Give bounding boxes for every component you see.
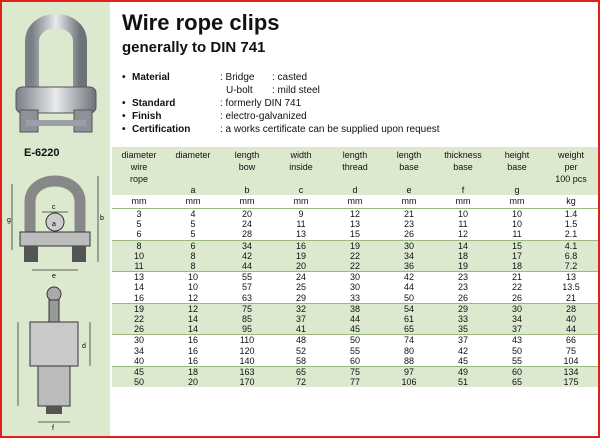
column-header-line: inside [289, 162, 313, 172]
table-cell: 19 [112, 303, 166, 314]
spec-row-certification [122, 123, 440, 136]
table-cell: 60 [349, 355, 360, 366]
column-symbol: g [490, 185, 544, 195]
table-row [112, 282, 598, 292]
table-cell: 65 [382, 324, 436, 335]
bullet-icon: • [122, 111, 126, 122]
table-cell: 11 [458, 219, 468, 230]
side-view-drawing [2, 282, 110, 432]
table-cell: 14 [133, 282, 144, 293]
table-cell: 21 [490, 272, 544, 283]
table-row [112, 293, 598, 304]
column-symbol: a [166, 185, 220, 195]
table-cell: 48 [274, 335, 328, 346]
table-cell: 88 [403, 355, 414, 366]
table-cell: 13 [544, 272, 598, 283]
column-header-line: length [342, 150, 368, 160]
column-header [382, 147, 436, 185]
table-cell: 2.1 [564, 229, 578, 240]
table-row [112, 209, 598, 220]
column-header-line: weight [557, 150, 584, 160]
table-cell: 26 [403, 229, 414, 240]
column-header-line: wire [130, 162, 148, 172]
table-row [112, 377, 598, 387]
table-cell: 18 [490, 261, 544, 272]
bullet-icon: • [122, 98, 126, 109]
table-body [112, 209, 598, 388]
column-symbol: b [220, 185, 274, 195]
table-cell: 14 [166, 314, 220, 324]
table-cell: 14 [436, 240, 490, 251]
column-header-line [490, 173, 544, 185]
column-unit: mm [293, 196, 309, 206]
page-title: Wire rope clips [122, 10, 280, 35]
table-cell: 95 [220, 324, 274, 335]
spec-row-ubolt [122, 84, 440, 97]
table-cell: 3 [112, 209, 166, 220]
bullet-icon: • [122, 72, 126, 83]
column-header-line: per [564, 162, 578, 172]
bullet-icon: • [122, 124, 126, 135]
dim-label-a: a [52, 221, 56, 228]
column-header-line: length [396, 150, 422, 160]
dim-label-c: c [52, 204, 56, 211]
table-cell: 16 [166, 335, 220, 346]
table-row [112, 272, 598, 283]
table-cell: 175 [544, 377, 598, 387]
table-cell: 77 [328, 377, 382, 387]
table-cell: 74 [382, 335, 436, 346]
table-cell: 34 [220, 240, 274, 251]
column-header-line: height [504, 150, 530, 160]
table-cell: 16 [187, 355, 198, 366]
table-cell: 80 [403, 345, 414, 356]
spec-value: : Bridge [220, 72, 255, 83]
table-cell: 55 [511, 355, 522, 366]
column-unit: kg [566, 196, 576, 206]
table-cell: 35 [436, 324, 490, 335]
table-cell: 163 [220, 367, 274, 378]
table-cell: 20 [274, 261, 328, 272]
table-cell: 11 [512, 229, 522, 240]
product-photo [2, 2, 110, 142]
table-row [112, 335, 598, 346]
table-cell: 22 [511, 282, 522, 293]
table-cell: 50 [112, 377, 166, 387]
column-unit: mm [455, 196, 471, 206]
table-cell: 66 [544, 335, 598, 346]
table-cell: 72 [274, 377, 328, 387]
table-row [112, 219, 598, 229]
column-symbol [544, 185, 598, 195]
column-symbol: e [382, 185, 436, 195]
table-row [112, 367, 598, 378]
dimension-table [112, 147, 598, 387]
table-cell: 19 [436, 261, 490, 272]
table-cell: 7.2 [544, 261, 598, 272]
table-cell: 5 [190, 229, 196, 240]
table-cell: 10 [187, 282, 198, 293]
table-cell: 4 [166, 209, 220, 220]
table-cell: 38 [328, 303, 382, 314]
table-cell: 21 [382, 209, 436, 220]
column-symbol [112, 185, 166, 195]
spec-value: : electro-galvanized [220, 111, 307, 122]
table-cell: 50 [511, 345, 522, 356]
table-cell: 20 [166, 377, 220, 387]
column-header-line [166, 161, 220, 173]
spec-value: U-bolt [226, 85, 253, 96]
column-symbol: c [274, 185, 328, 195]
table-cell: 30 [382, 240, 436, 251]
table-cell: 25 [295, 282, 306, 293]
table-cell: 12 [187, 292, 198, 303]
table-cell: 16 [274, 240, 328, 251]
table-cell: 10 [490, 209, 544, 220]
table-cell: 19 [274, 251, 328, 261]
column-header-line: width [290, 150, 312, 160]
table-cell: 16 [187, 345, 198, 356]
table-cell: 37 [274, 314, 328, 324]
spec-label: Certification [132, 124, 191, 135]
column-header-line: 100 pcs [555, 174, 587, 184]
spec-subvalue: : mild steel [272, 85, 320, 96]
table-cell: 170 [220, 377, 274, 387]
table-cell: 5 [136, 219, 142, 230]
table-cell: 65 [274, 367, 328, 378]
table-cell: 8 [112, 240, 166, 251]
table-cell: 10 [511, 219, 522, 230]
column-symbol: d [328, 185, 382, 195]
table-cell: 13 [349, 219, 360, 230]
column-unit: mm [185, 196, 201, 206]
table-cell: 16 [133, 292, 144, 303]
table-cell: 41 [274, 324, 328, 335]
table-cell: 23 [457, 282, 468, 293]
table-cell: 43 [490, 335, 544, 346]
table-cell: 44 [544, 324, 598, 335]
column-header-line: diameter [175, 150, 211, 160]
table-cell: 29 [295, 292, 306, 303]
table-cell: 140 [239, 355, 255, 366]
product-code: E-6220 [24, 147, 60, 159]
table-cell: 10 [436, 209, 490, 220]
table-cell: 75 [328, 367, 382, 378]
table-cell: 45 [328, 324, 382, 335]
column-header-line: rope [129, 174, 148, 184]
table-row [112, 303, 598, 314]
table-cell: 104 [563, 355, 579, 366]
table-cell: 21 [565, 292, 576, 303]
table-cell: 12 [457, 229, 468, 240]
table-cell: 42 [457, 345, 468, 356]
front-view-drawing [2, 162, 110, 282]
column-header-line [328, 173, 382, 185]
table-cell: 10 [112, 251, 166, 261]
column-header [544, 147, 598, 185]
table-cell: 63 [241, 292, 252, 303]
table-cell: 42 [220, 251, 274, 261]
table-cell: 13 [295, 229, 306, 240]
column-header [490, 147, 544, 185]
table-cell: 11 [112, 261, 166, 272]
table-cell: 1.5 [564, 219, 578, 230]
table-cell: 24 [241, 219, 252, 230]
table-cell: 6 [136, 229, 142, 240]
table-cell: 15 [490, 240, 544, 251]
table-cell: 18 [436, 251, 490, 261]
table-cell: 9 [274, 209, 328, 220]
table-cell: 19 [328, 240, 382, 251]
table-cell: 45 [457, 355, 468, 366]
table-cell: 85 [220, 314, 274, 324]
dim-label-e: e [52, 273, 56, 280]
table-cell: 30 [490, 303, 544, 314]
table-header-row [112, 147, 598, 185]
column-header [328, 147, 382, 185]
table-row [112, 251, 598, 261]
spec-row-standard [122, 97, 440, 110]
column-header-line: bow [238, 162, 256, 172]
table-cell: 23 [403, 219, 414, 230]
spec-list [122, 71, 440, 136]
column-header-line: thread [342, 162, 368, 172]
table-row [112, 229, 598, 240]
table-cell: 4.1 [544, 240, 598, 251]
column-header [274, 147, 328, 185]
column-header-line [436, 173, 490, 185]
table-cell: 29 [436, 303, 490, 314]
column-header-line: base [453, 162, 473, 172]
table-cell: 55 [220, 272, 274, 283]
table-cell: 44 [328, 314, 382, 324]
table-cell: 40 [133, 355, 144, 366]
dimension-table-wrap [112, 147, 598, 438]
column-header-line [220, 173, 274, 185]
column-unit: mm [239, 196, 255, 206]
table-cell: 6 [166, 240, 220, 251]
column-header [220, 147, 274, 185]
table-cell: 75 [220, 303, 274, 314]
spec-row-finish [122, 110, 440, 123]
table-cell: 11 [296, 219, 306, 230]
table-row [112, 240, 598, 251]
column-header [112, 147, 166, 185]
table-cell: 49 [436, 367, 490, 378]
table-cell: 52 [295, 345, 306, 356]
table-cell: 6.8 [544, 251, 598, 261]
table-cell: 44 [403, 282, 414, 293]
table-cell: 15 [349, 229, 360, 240]
table-symbol-row [112, 185, 598, 195]
table-cell: 26 [511, 292, 522, 303]
table-cell: 23 [436, 272, 490, 283]
table-cell: 14 [166, 324, 220, 335]
table-cell: 50 [328, 335, 382, 346]
table-cell: 22 [328, 251, 382, 261]
table-cell: 58 [295, 355, 306, 366]
column-header-line: diameter [121, 150, 157, 160]
column-unit: mm [401, 196, 417, 206]
table-row [112, 324, 598, 335]
table-cell: 134 [544, 367, 598, 378]
table-cell: 8 [166, 261, 220, 272]
dim-label-f: f [52, 425, 54, 432]
table-cell: 33 [349, 292, 360, 303]
table-cell: 55 [349, 345, 360, 356]
table-cell: 37 [436, 335, 490, 346]
table-cell: 61 [382, 314, 436, 324]
table-cell: 22 [328, 261, 382, 272]
table-row [112, 356, 598, 367]
table-cell: 10 [166, 272, 220, 283]
dim-label-g: g [7, 217, 11, 224]
table-cell: 32 [274, 303, 328, 314]
table-cell: 34 [490, 314, 544, 324]
table-cell: 120 [239, 345, 255, 356]
table-cell: 97 [382, 367, 436, 378]
table-cell: 1.4 [544, 209, 598, 220]
column-header [166, 147, 220, 185]
table-row [112, 346, 598, 356]
table-row [112, 261, 598, 272]
table-cell: 33 [436, 314, 490, 324]
spec-label: Material [132, 72, 170, 83]
page-subtitle: generally to DIN 741 [122, 39, 266, 56]
dim-label-b: b [100, 215, 104, 222]
spec-value: : a works certificate can be supplied upon request [220, 124, 440, 135]
column-header [436, 147, 490, 185]
column-header-line [382, 173, 436, 185]
table-cell: 110 [220, 335, 274, 346]
table-cell: 28 [241, 229, 252, 240]
table-cell: 45 [112, 367, 166, 378]
table-cell: 30 [112, 335, 166, 346]
table-cell: 12 [166, 303, 220, 314]
table-cell: 44 [220, 261, 274, 272]
column-header-line: base [507, 162, 527, 172]
table-row [112, 314, 598, 324]
left-sidebar [2, 2, 110, 436]
table-cell: 17 [490, 251, 544, 261]
column-unit: mm [347, 196, 363, 206]
table-cell: 20 [220, 209, 274, 220]
column-header-line: thickness [444, 150, 482, 160]
table-cell: 65 [490, 377, 544, 387]
table-cell: 26 [457, 292, 468, 303]
table-cell: 54 [382, 303, 436, 314]
table-cell: 30 [349, 282, 360, 293]
table-cell: 106 [382, 377, 436, 387]
table-cell: 30 [328, 272, 382, 283]
table-cell: 13 [112, 272, 166, 283]
spec-label: Finish [132, 111, 162, 122]
spec-value: : formerly DIN 741 [220, 98, 302, 109]
table-cell: 24 [274, 272, 328, 283]
table-cell: 60 [490, 367, 544, 378]
spec-label: Standard [132, 98, 176, 109]
column-header-line [166, 173, 220, 185]
table-cell: 51 [436, 377, 490, 387]
table-cell: 34 [133, 345, 144, 356]
table-cell: 18 [166, 367, 220, 378]
table-cell: 40 [544, 314, 598, 324]
spec-subvalue: : casted [272, 72, 308, 83]
spec-row-material [122, 71, 440, 84]
column-header-line: base [399, 162, 419, 172]
table-cell: 34 [382, 251, 436, 261]
column-symbol: f [436, 185, 490, 195]
table-cell: 50 [403, 292, 414, 303]
table-cell: 8 [166, 251, 220, 261]
table-cell: 13.5 [562, 282, 580, 293]
column-header-line [274, 173, 328, 185]
table-cell: 57 [241, 282, 252, 293]
table-unit-row [112, 195, 598, 209]
table-cell: 37 [490, 324, 544, 335]
spec-label [132, 84, 220, 97]
column-unit: mm [131, 196, 147, 206]
table-cell: 12 [328, 209, 382, 220]
column-unit: mm [509, 196, 525, 206]
table-cell: 36 [382, 261, 436, 272]
column-header-line: length [234, 150, 260, 160]
table-cell: 42 [382, 272, 436, 283]
table-cell: 28 [544, 303, 598, 314]
table-cell: 26 [112, 324, 166, 335]
table-cell: 22 [112, 314, 166, 324]
table-cell: 75 [565, 345, 576, 356]
dim-label-d: d [82, 343, 86, 350]
table-cell: 5 [190, 219, 196, 230]
